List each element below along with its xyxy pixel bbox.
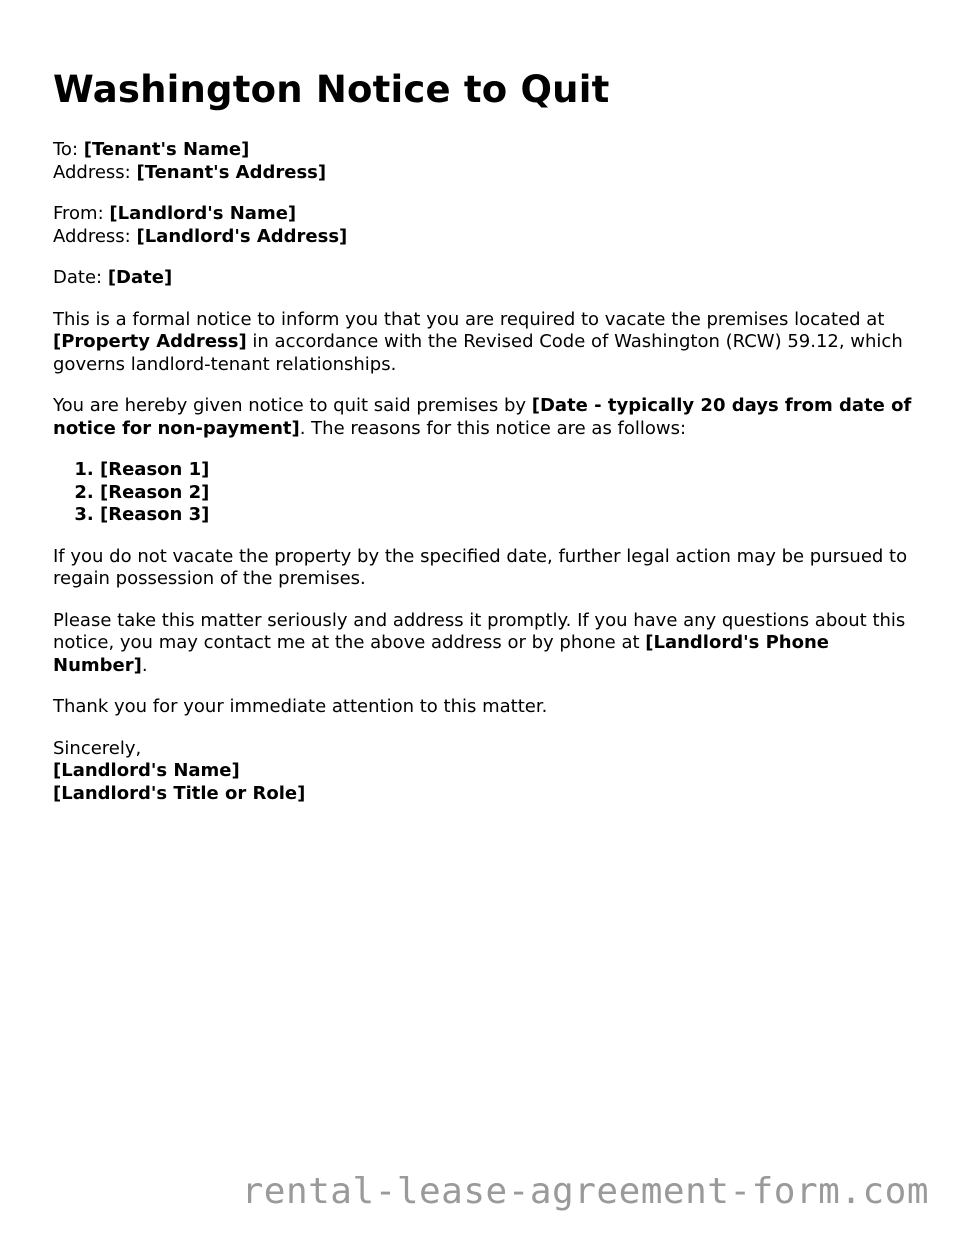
deadline-text-after: . The reasons for this notice are as follows: [299, 417, 687, 439]
sender-block [53, 203, 913, 248]
document-page [53, 0, 913, 805]
signer-title: [Landlord's Title or Role] [53, 782, 306, 804]
contact-paragraph [53, 610, 913, 678]
legal-action-paragraph: If you do not vacate the property by the specified date, further legal action may be pursued to regain possession of the premises. [53, 545, 908, 589]
reason-item: 1. [Reason 1] [100, 459, 913, 482]
date-value: [Date] [107, 267, 173, 288]
document-title: Washington Notice to Quit [53, 68, 610, 111]
contact-text-after: . [141, 654, 148, 676]
reason-item: 3. [Reason 3] [100, 504, 913, 527]
recipient-address-line [53, 162, 913, 185]
thanks-paragraph: Thank you for your immediate attention to this matter. [53, 696, 548, 717]
from-label: From: [53, 203, 104, 224]
sender-name-line [53, 203, 913, 226]
signer-name: [Landlord's Name] [53, 760, 240, 781]
notice-text-before: This is a formal notice to inform you that you are required to vacate the premises located at [53, 308, 885, 330]
tenant-address: [Tenant's Address] [136, 161, 327, 183]
landlord-phone: [Landlord's Phone Number] [53, 632, 829, 676]
property-address: [Property Address] [53, 331, 247, 352]
landlord-address-label: Address: [53, 225, 131, 247]
landlord-address: [Landlord's Address] [136, 225, 348, 247]
deadline-text-before: You are hereby given notice to quit said premises by [53, 395, 532, 416]
salutation: Sincerely, [53, 737, 142, 759]
to-label: To: [53, 139, 79, 160]
deadline-date: [Date - typically 20 days from date of notice for non-payment] [53, 395, 912, 439]
contact-text-before: Please take this matter seriously and address it promptly. If you have any questions about this notice, you may contact me at the above address or by phone at [53, 609, 906, 653]
reasons-list [53, 459, 913, 527]
signature-block [53, 738, 913, 806]
date-label: Date: [53, 267, 103, 288]
recipient-block [53, 139, 913, 184]
reason-item: 2. [Reason 2] [100, 482, 913, 505]
date-line [53, 267, 913, 290]
tenant-name: [Tenant's Name] [83, 139, 250, 160]
sender-address-line [53, 226, 913, 249]
watermark: rental-lease-agreement-form.com [241, 1171, 929, 1212]
notice-text-after: in accordance with the Revised Code of Washington (RCW) 59.12, which governs landlord-tenant relationships. [53, 331, 903, 375]
notice-paragraph [53, 309, 913, 377]
tenant-address-label: Address: [53, 161, 131, 183]
recipient-name-line [53, 139, 913, 162]
landlord-name: [Landlord's Name] [109, 203, 297, 224]
deadline-paragraph [53, 395, 913, 440]
